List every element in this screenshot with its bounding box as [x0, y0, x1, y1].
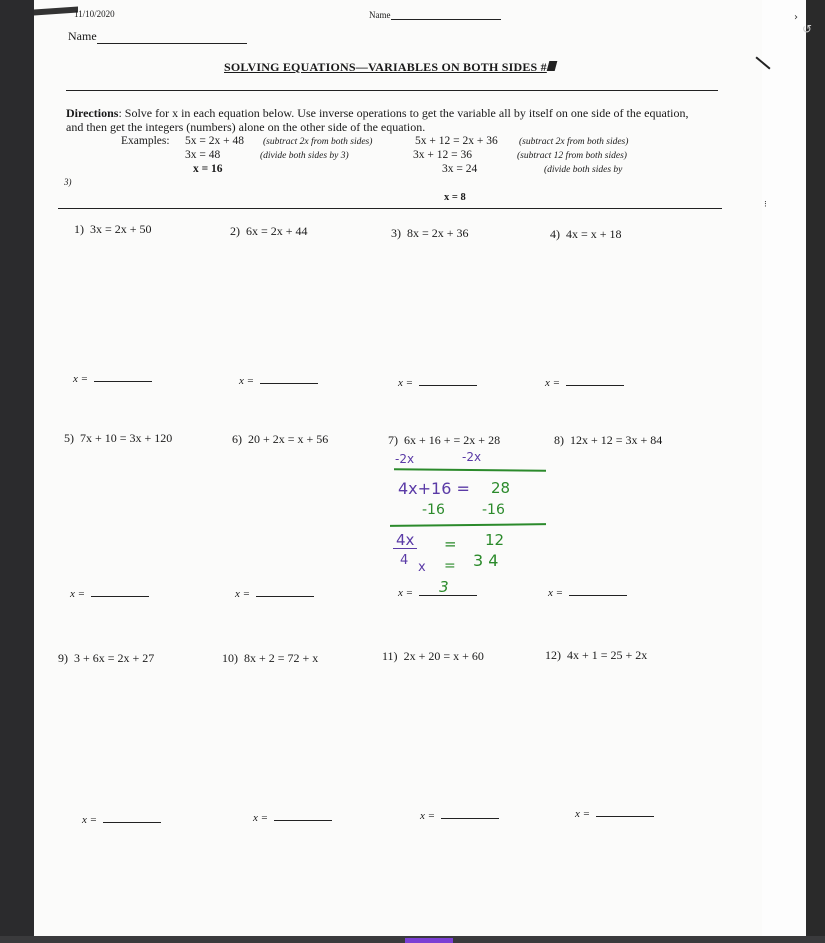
answer-6[interactable]: x = — [235, 587, 314, 600]
answer-11[interactable]: x = — [420, 809, 499, 822]
answer-9[interactable]: x = — [82, 813, 161, 826]
hw-step5-left: 4 — [400, 553, 409, 568]
answer-12[interactable]: x = — [575, 807, 654, 820]
hw-step2-right: 28 — [491, 479, 511, 497]
answer-8[interactable]: x = — [548, 586, 627, 599]
name-field[interactable] — [68, 29, 247, 44]
problem-1: 1) 3x = 2x + 50 — [74, 222, 152, 236]
problem-3: 3) 8x = 2x + 36 — [391, 226, 469, 240]
arrow-mark-icon: › — [794, 12, 798, 23]
divider-examples — [58, 208, 722, 209]
hw-line-2 — [390, 523, 546, 527]
background-paper-strip — [762, 0, 806, 936]
answer-3[interactable]: x = — [398, 376, 477, 389]
answer-10[interactable]: x = — [253, 811, 332, 824]
hw-step5-eq: = — [444, 558, 456, 574]
bottom-accent — [405, 938, 453, 943]
example-right-1-note: (subtract 2x from both sides) — [519, 137, 629, 147]
staple-mark — [34, 6, 78, 15]
example-left-3-eq: x = 16 — [193, 163, 223, 175]
answer-7-value: 3 — [439, 578, 449, 596]
example-left-2-note: (divide both sides by 3) — [260, 151, 349, 161]
worksheet-page — [34, 0, 762, 936]
directions-text: : Solve for x in each equation below. Use inverse operations to get the variable all by itself on one side of the equation, and then get the integers (numbers) alone on the other side of the equation. — [66, 106, 689, 134]
example-right-2-note: (subtract 12 from both sides) — [517, 151, 627, 161]
answer-4[interactable]: x = — [545, 376, 624, 389]
problem-7: 7) 6x + 16 + = 2x + 28 — [388, 433, 501, 447]
divider-top — [66, 90, 718, 91]
edge-dots-icon: ⁝ — [764, 200, 767, 210]
side-mark: 3) — [64, 177, 72, 187]
name-label: Name — [68, 29, 97, 43]
hw-step5-right: 3 4 — [473, 551, 499, 570]
hw-fraction-bar — [393, 548, 417, 549]
hw-step1-right: -2x — [462, 450, 482, 464]
example-right-1-eq: 5x + 12 = 2x + 36 — [415, 135, 498, 147]
problem-6: 6) 20 + 2x = x + 56 — [232, 432, 329, 446]
problem-4: 4) 4x = x + 18 — [550, 227, 622, 241]
answer-1[interactable]: x = — [73, 372, 152, 385]
answer-7[interactable]: x = 3 — [398, 586, 477, 599]
hw-step1-left: -2x — [395, 452, 415, 466]
hw-step2-left: 4x+16 = — [398, 479, 470, 498]
edge-symbol-icon: ↺ — [802, 22, 813, 36]
example-right-2-eq: 3x + 12 = 36 — [413, 149, 472, 161]
hw-step4-left: 4x — [396, 531, 415, 549]
problem-9: 9) 3 + 6x = 2x + 27 — [58, 651, 155, 665]
hw-step5-x: x — [418, 560, 426, 575]
hw-step3-right: -16 — [482, 502, 505, 518]
directions-label: Directions — [66, 106, 119, 120]
directions — [66, 106, 706, 134]
examples-label: Examples: — [121, 135, 170, 147]
example-left-2-eq: 3x = 48 — [185, 149, 221, 161]
answer-5[interactable]: x = — [70, 587, 149, 600]
problem-8: 8) 12x + 12 = 3x + 84 — [554, 433, 663, 447]
page-title: SOLVING EQUATIONS—VARIABLES ON BOTH SIDES # — [224, 60, 556, 75]
answer-2[interactable]: x = — [239, 374, 318, 387]
hw-line-1 — [394, 468, 546, 472]
problem-10: 10) 8x + 2 = 72 + x — [222, 651, 319, 665]
hw-step3-left: -16 — [422, 502, 445, 518]
problem-12: 12) 4x + 1 = 25 + 2x — [545, 648, 648, 662]
problem-2: 2) 6x = 2x + 44 — [230, 224, 308, 238]
example-right-3-note: (divide both sides by — [544, 165, 623, 175]
top-name-field[interactable] — [369, 9, 501, 20]
dark-edge — [802, 0, 825, 943]
example-right-3-eq: 3x = 24 — [442, 163, 478, 175]
pen-scribble-icon — [546, 61, 557, 71]
top-name-label: Name — [369, 10, 391, 20]
example-left-1-eq: 5x = 2x + 48 — [185, 135, 244, 147]
example-right-4-eq: x = 8 — [444, 192, 466, 203]
date: 11/10/2020 — [74, 9, 115, 19]
hw-step4-eq: = — [444, 535, 457, 553]
problem-5: 5) 7x + 10 = 3x + 120 — [64, 431, 173, 445]
hw-step4-right: 12 — [485, 531, 505, 549]
problem-11: 11) 2x + 20 = x + 60 — [382, 649, 484, 663]
example-left-1-note: (subtract 2x from both sides) — [263, 137, 373, 147]
